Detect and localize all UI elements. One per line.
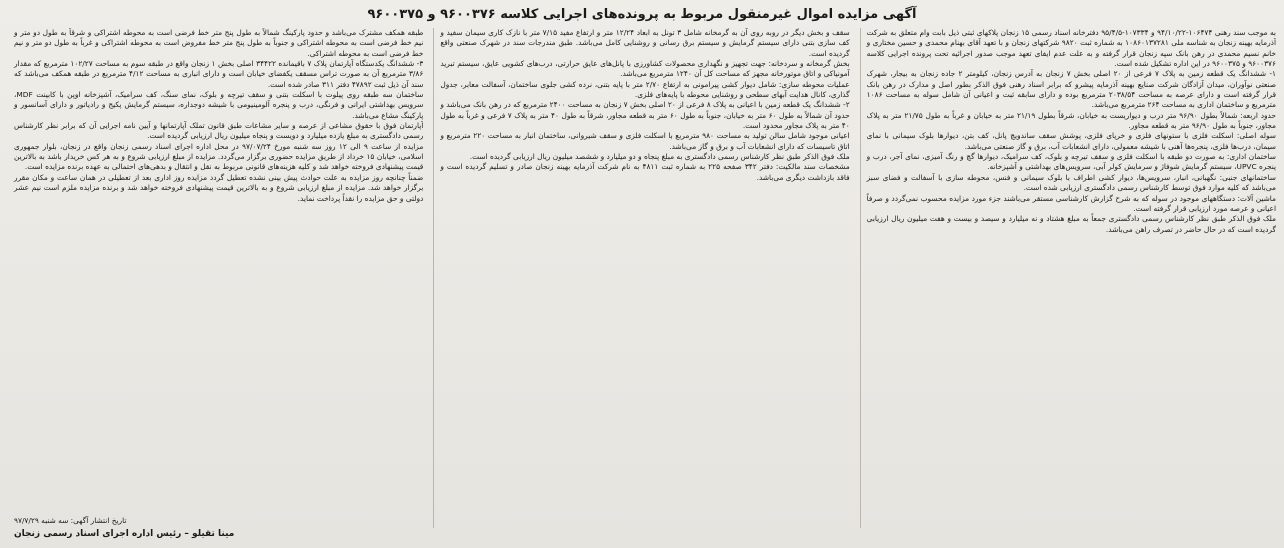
notice-headline: آگهی مزایده اموال غیرمنقول مربوط به پرونده‌های اجرایی کلاسه ۹۶۰۰۳۷۶ و ۹۶۰۰۳۷۵ xyxy=(367,7,917,22)
paragraph: آپارتمان فوق با حقوق مشاعی از عرصه و سایر مشاعات طبق قانون تملک آپارتمانها و آیین نامه اجرایی آن که برابر نظر کارشناس رسمی دادگستری به مبلغ یازده میلیارد و دویست و پنجاه میلیون ریال ارزیابی گردیده است. xyxy=(14,121,424,141)
paragraph: ملک فوق الذکر طبق نظر کارشناس رسمی دادگستری به مبلغ پنجاه و دو میلیارد و ششصد میلیون ریال ارزیابی گردیده است. xyxy=(469,152,850,162)
paragraph: ۱- ششدانگ یک قطعه زمین به پلاک ۷ فرعی از ۲۰ اصلی بخش ۷ زنجان به آدرس زنجان، کیلومتر ۲ جاده زنجان به بیجار، شهرک صنعتی نوآوران، میدان آزادگان شرکت صنایع بهینه آذرمایه پیشرو که برابر اسناد رهنی فوق الذکر بطور اصل و مدارک در رهن بانک قرار گرفته است و دارای عرصه به مساحت ۲۰۳۸/۵۴ مترمربع بوده و دارای سابقه ثبت و اعیانی آن شامل سوله به مساحت ۱۰۸۶ مترمربع و ساختمان اداری به مساحت ۲۶۴ مترمربع می‌باشد. xyxy=(866,69,1276,110)
paragraph: ۲- ششدانگ یک قطعه زمین با اعیانی به پلاک ۸ فرعی از ۲۰ اصلی بخش ۷ زنجان به مساحت ۲۴۰۰ مترمربع که در رهن بانک می‌باشد و حدود آن شمالاً به طول ۶۰ متر به خیابان، جنوباً به طول ۶۰ متر به قطعه مجاور، شرقاً به طول ۴۰ متر به پلاک ۷ فرعی و غرباً به طول ۴۰ متر به پلاک مجاور محدود است. xyxy=(440,100,850,131)
paragraph: سوله اصلی: اسکلت فلزی با ستونهای فلزی و خرپای فلزی، پوشش سقف ساندویچ پانل، کف بتن، دیوارها بلوک سیمانی با نمای سیمان، درب‌ها فلزی، پنجره‌ها آهنی با شیشه معمولی، دارای انشعابات آب، برق و گاز صنعتی می‌باشد. xyxy=(866,131,1276,151)
paragraph: حدود اربعه: شمالاً بطول ۹۶/۹۰ متر درب و دیواریست به خیابان، شرقاً بطول ۲۱/۱۹ متر به خیابان و غرباً به طول ۲۱/۷۵ متر به پلاک مجاور، جنوباً به طول ۹۶/۹۰ متر به قطعه مجاور. xyxy=(866,110,1276,131)
paragraph: مشخصات سند مالکیت: دفتر ۳۴۲ صفحه ۲۲۵ به شماره ثبت ۴۸۱۱ به نام شرکت آذرمایه بهینه زنجان صادر و تسلیم گردیده است و فاقد بازداشت دیگری می‌باشد. xyxy=(440,162,850,182)
notice-columns xyxy=(8,28,1276,528)
paragraph: ضمناً چنانچه روز مزایده به علت حوادث پیش بینی نشده تعطیل گردد مزایده روز اداری بعد از تعطیلی در همان ساعت و مکان مقرر برگزار خواهد شد. مزایده از مبلغ ارزیابی شروع و به بالاترین قیمت پیشنهادی فروخته خواهد شد و برنده مزایده ملزم است نیم عشر دولتی و حق مزایده را نقداً پرداخت نماید. xyxy=(14,172,424,203)
publication-date: تاریخ انتشار آگهی: سه شنبه ۹۷/۷/۲۹ xyxy=(14,516,127,525)
paragraph: ساختمان اداری: به صورت دو طبقه با اسکلت فلزی و سقف تیرچه و بلوک، کف سرامیک، دیوارها گچ و رنگ آمیزی، نمای آجر، درب و پنجره UPVC، سیستم گرمایش شوفاژ و سرمایش کولر آبی، سرویس‌های بهداشتی و آشپزخانه. xyxy=(866,152,1276,172)
notice-column-right xyxy=(860,28,1276,528)
paragraph: ۳- ششدانگ یکدستگاه آپارتمان پلاک ۷ باقیمانده ۳۴۴۲۲ اصلی بخش ۱ زنجان واقع در طبقه سوم به مساحت ۱۰۲/۲۷ مترمربع که مقدار ۳/۸۶ مترمربع آن به صورت تراس مسقف یکفضای خیابان است و دارای انباری به مساحت ۴/۱۲ مترمربع در طبقه همکف می‌باشد که سند آن ذیل ثبت ۴۷۸۹۲ دفتر ۳۱۱ صادر شده است. xyxy=(14,59,424,89)
paragraph: طبقه همکف مشترک می‌باشد و حدود پارکینگ شمالاً به طول پنج متر خط فرضی است به محوطه اشتراکی و شرقاً به طول دو متر و نیم خط فرضی است به محوطه اشتراکی و جنوباً به طول پنج متر خط مفروض است به محوطه اشتراکی و غرباً به طول دو متر و نیم خط فرضی است به محوطه اشتراکی. xyxy=(14,28,424,58)
paragraph: به موجب سند رهنی ۱۰۶۴۷۴-۹۴/۱۰/۲۲ و ۱۰۷۳۳۴-۹۵/۴/۵ دفترخانه اسناد رسمی ۱۵ زنجان پلاکهای ثبتی ذیل بابت وام متعلق به شرکت آذرمایه بهینه زنجان به شناسه ملی ۱۰۸۶۰۱۳۷۲۸۱ به شماره ثبت ۹۸۲۰ شرکتهای زنجان و با تعهد آقای بهنام محمدی و حسین مختاری و خانم نسیم محمدی در رهن بانک سپه زنجان قرار گرفته و به علت عدم ایفای تعهد موجب صدور اجرائیه تحت پرونده اجرایی کلاسه ۹۶۰۰۳۷۶ و ۹۶۰۰۳۷۵ در این اداره تشکیل شده است. xyxy=(866,28,1276,69)
paragraph: مزایده از ساعت ۹ الی ۱۲ روز سه شنبه مورخ ۹۷/۰۷/۲۴ در محل اداره اجرای اسناد رسمی زنجان واقع در زنجان، بلوار جمهوری اسلامی، خیابان ۱۵ خرداد از طریق مزایده حضوری برگزار می‌گردد. مزایده از مبلغ ارزیابی شروع و به هر کس خریدار باشد به بالاترین قیمت پیشنهادی فروخته خواهد شد و کلیه هزینه‌های قانونی مربوط به نقل و انتقال و بدهی‌های احتمالی به عهده برنده مزایده است. xyxy=(14,141,424,172)
paragraph: ساختمانهای جنبی: نگهبانی، انبار، سرویس‌ها، دیوار کشی اطراف با بلوک سیمانی و فنس، محوطه سازی با آسفالت و فضای سبز می‌باشد که کلیه موارد فوق توسط کارشناس رسمی دادگستری ارزیابی شده است. xyxy=(866,172,1276,193)
signatory: مینا تقیلو – رئیس اداره اجرای اسناد رسمی زنجان xyxy=(14,529,235,539)
notice-column-left xyxy=(8,28,423,528)
paragraph: ساختمان سه طبقه روی پیلوت با اسکلت بتنی و سقف تیرچه و بلوک، نمای سنگ، کف سرامیک، آشپزخانه اوپن با کابینت MDF، سرویس بهداشتی ایرانی و فرنگی، درب و پنجره آلومینیومی با شیشه دوجداره، سیستم گرمایش پکیج و رادیاتور و دارای آسانسور و پارکینگ مشاع می‌باشد. xyxy=(14,90,424,120)
paragraph: اعیانی موجود شامل سالن تولید به مساحت ۹۸۰ مترمربع با اسکلت فلزی و سقف شیروانی، ساختمان انبار به مساحت ۲۲۰ مترمربع و اتاق تاسیسات که دارای انشعابات آب و برق و گاز می‌باشد. xyxy=(440,131,850,151)
paragraph: ملک فوق الذکر طبق نظر کارشناس رسمی دادگستری جمعاً به مبلغ هشتاد و نه میلیارد و سیصد و بیست و هفت میلیون ریال ارزیابی گردیده است که در حال حاضر در تصرف راهن می‌باشد. xyxy=(866,214,1276,234)
paragraph: عملیات محوطه سازی: شامل دیوار کشی پیرامونی به ارتفاع ۲/۷۰ متر با پایه بتنی، نرده کشی جلوی ساختمان، آسفالت معابر، جدول گذاری، کانال هدایت آبهای سطحی و روشنایی محوطه با پایه‌های فلزی. xyxy=(440,79,850,100)
paragraph: ماشین آلات: دستگاههای موجود در سوله که به شرح گزارش کارشناسی مستقر می‌باشند جزء مورد مزایده محسوب نمی‌گردد و صرفاً اعیانی و عرصه مورد ارزیابی قرار گرفته است. xyxy=(866,193,1276,213)
paragraph: سقف و بخش دیگر در روبه روی آن به گرمخانه شامل ۳ تونل به ابعاد ۱۲/۲۴ متر و ارتفاع مفید ۷/۱۵ متر با نازک کاری سیمان سفید و کف سازی بتنی دارای سیستم گرمایش و سیستم برق رسانی و روشنایی کامل می‌باشد. طبق مندرجات سند در شهرک صنعتی واقع گردیده است. xyxy=(440,28,850,58)
notice-column-middle xyxy=(433,28,849,528)
paragraph: بخش گرمخانه و سردخانه: جهت تجهیز و نگهداری محصولات کشاورزی با پانل‌های عایق حرارتی، درب‌های کشویی عایق، سیستم تبرید آمونیاکی و اتاق موتورخانه مجهز که مساحت کل آن ۱۲۴۰ مترمربع می‌باشد. xyxy=(440,59,850,79)
